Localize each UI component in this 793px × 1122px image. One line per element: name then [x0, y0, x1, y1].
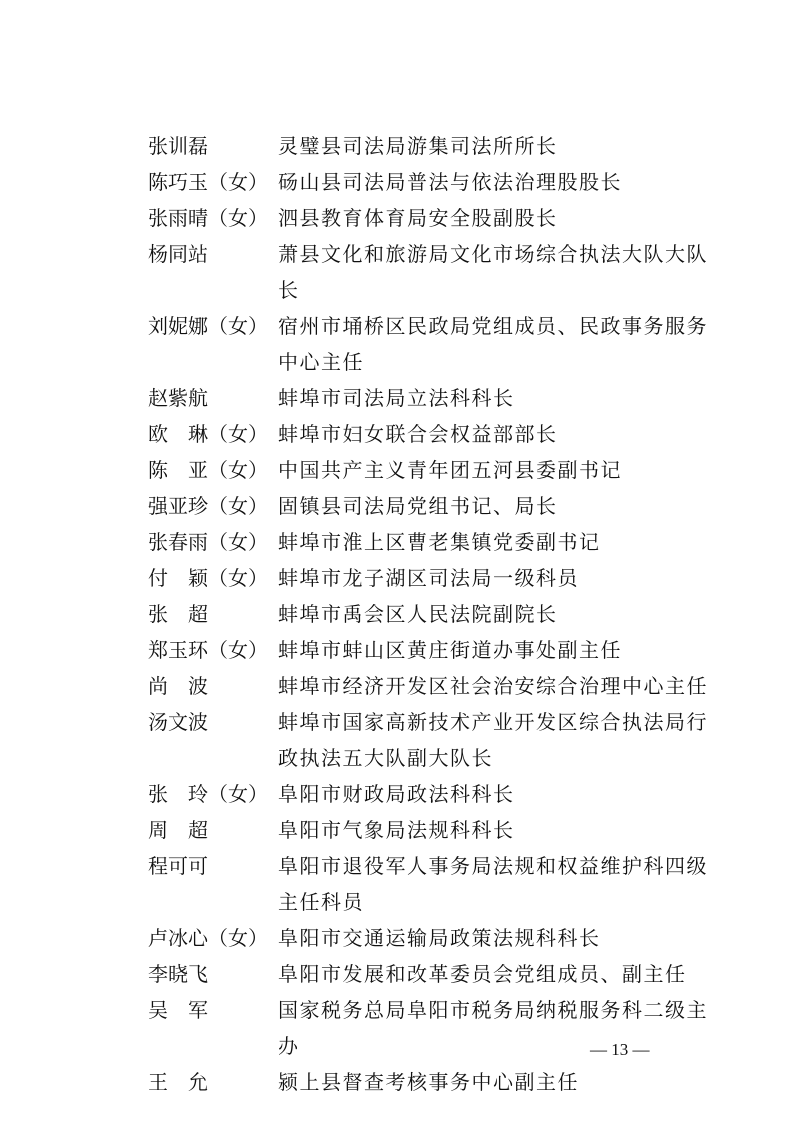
person-title: 蚌埠市蚌山区黄庄街道办事处副主任	[278, 638, 622, 662]
list-item	[148, 560, 708, 596]
person-title: 中国共产主义青年团五河县委副书记	[278, 458, 622, 482]
list-item	[148, 164, 708, 200]
person-title: 阜阳市气象局法规科科长	[278, 818, 515, 842]
person-name: 欧 琳（女）	[148, 422, 268, 446]
list-item	[148, 596, 708, 632]
person-name: 陈 亚（女）	[148, 458, 268, 482]
list-item	[148, 632, 708, 668]
list-item	[148, 704, 708, 776]
person-title: 蚌埠市龙子湖区司法局一级科员	[278, 566, 579, 590]
list-item	[148, 308, 708, 380]
person-title: 蚌埠市司法局立法科科长	[278, 386, 515, 410]
person-name: 赵紫航	[148, 386, 208, 410]
list-item	[148, 776, 708, 812]
person-name: 吴 军	[148, 998, 208, 1022]
person-name: 王 允	[148, 1070, 208, 1094]
person-name: 卢冰心（女）	[148, 926, 268, 950]
person-name: 李晓飞	[148, 962, 208, 986]
person-title: 国家税务总局阜阳市税务局纳税服务科二级主办	[278, 998, 708, 1058]
list-item	[148, 380, 708, 416]
list-item	[148, 956, 708, 992]
person-title: 灵璧县司法局游集司法所所长	[278, 134, 558, 158]
person-title: 蚌埠市国家高新技术产业开发区综合执法局行政执法五大队副大队长	[278, 710, 708, 770]
person-title: 蚌埠市禹会区人民法院副院长	[278, 602, 558, 626]
person-name: 付 颖（女）	[148, 566, 268, 590]
list-item	[148, 236, 708, 308]
person-title: 阜阳市发展和改革委员会党组成员、副主任	[278, 962, 687, 986]
person-title: 阜阳市交通运输局政策法规科科长	[278, 926, 601, 950]
person-name: 程可可	[148, 854, 208, 878]
person-name: 张 超	[148, 602, 208, 626]
person-title: 蚌埠市妇女联合会权益部部长	[278, 422, 558, 446]
list-item	[148, 920, 708, 956]
person-name: 刘妮娜（女）	[148, 314, 268, 338]
person-title: 固镇县司法局党组书记、局长	[278, 494, 558, 518]
list-item	[148, 1064, 708, 1100]
list-item	[148, 128, 708, 164]
person-title: 砀山县司法局普法与依法治理股股长	[278, 170, 622, 194]
person-name: 杨同站	[148, 242, 208, 266]
person-title: 泗县教育体育局安全股副股长	[278, 206, 558, 230]
person-name: 张 玲（女）	[148, 782, 268, 806]
person-name: 郑玉环（女）	[148, 638, 268, 662]
person-title: 阜阳市退役军人事务局法规和权益维护科四级主任科员	[278, 854, 708, 914]
person-title: 宿州市埇桥区民政局党组成员、民政事务服务中心主任	[278, 314, 708, 374]
person-name: 张雨晴（女）	[148, 206, 268, 230]
list-item	[148, 668, 708, 704]
list-item	[148, 812, 708, 848]
person-title: 萧县文化和旅游局文化市场综合执法大队大队长	[278, 242, 708, 302]
person-name: 强亚珍（女）	[148, 494, 268, 518]
person-name: 陈巧玉（女）	[148, 170, 268, 194]
person-title: 蚌埠市淮上区曹老集镇党委副书记	[278, 530, 601, 554]
person-name: 尚 波	[148, 674, 208, 698]
person-title: 颍上县督查考核事务中心副主任	[278, 1070, 579, 1094]
list-item	[148, 452, 708, 488]
person-name: 汤文波	[148, 710, 208, 734]
person-title: 阜阳市财政局政法科科长	[278, 782, 515, 806]
list-item	[148, 524, 708, 560]
person-title: 蚌埠市经济开发区社会治安综合治理中心主任	[278, 674, 708, 698]
appointment-list	[148, 128, 708, 1100]
page-number: — 13 —	[590, 1040, 650, 1059]
list-item	[148, 488, 708, 524]
person-name: 张春雨（女）	[148, 530, 268, 554]
list-item	[148, 200, 708, 236]
person-name: 张训磊	[148, 134, 208, 158]
list-item	[148, 416, 708, 452]
person-name: 周 超	[148, 818, 208, 842]
list-item	[148, 848, 708, 920]
